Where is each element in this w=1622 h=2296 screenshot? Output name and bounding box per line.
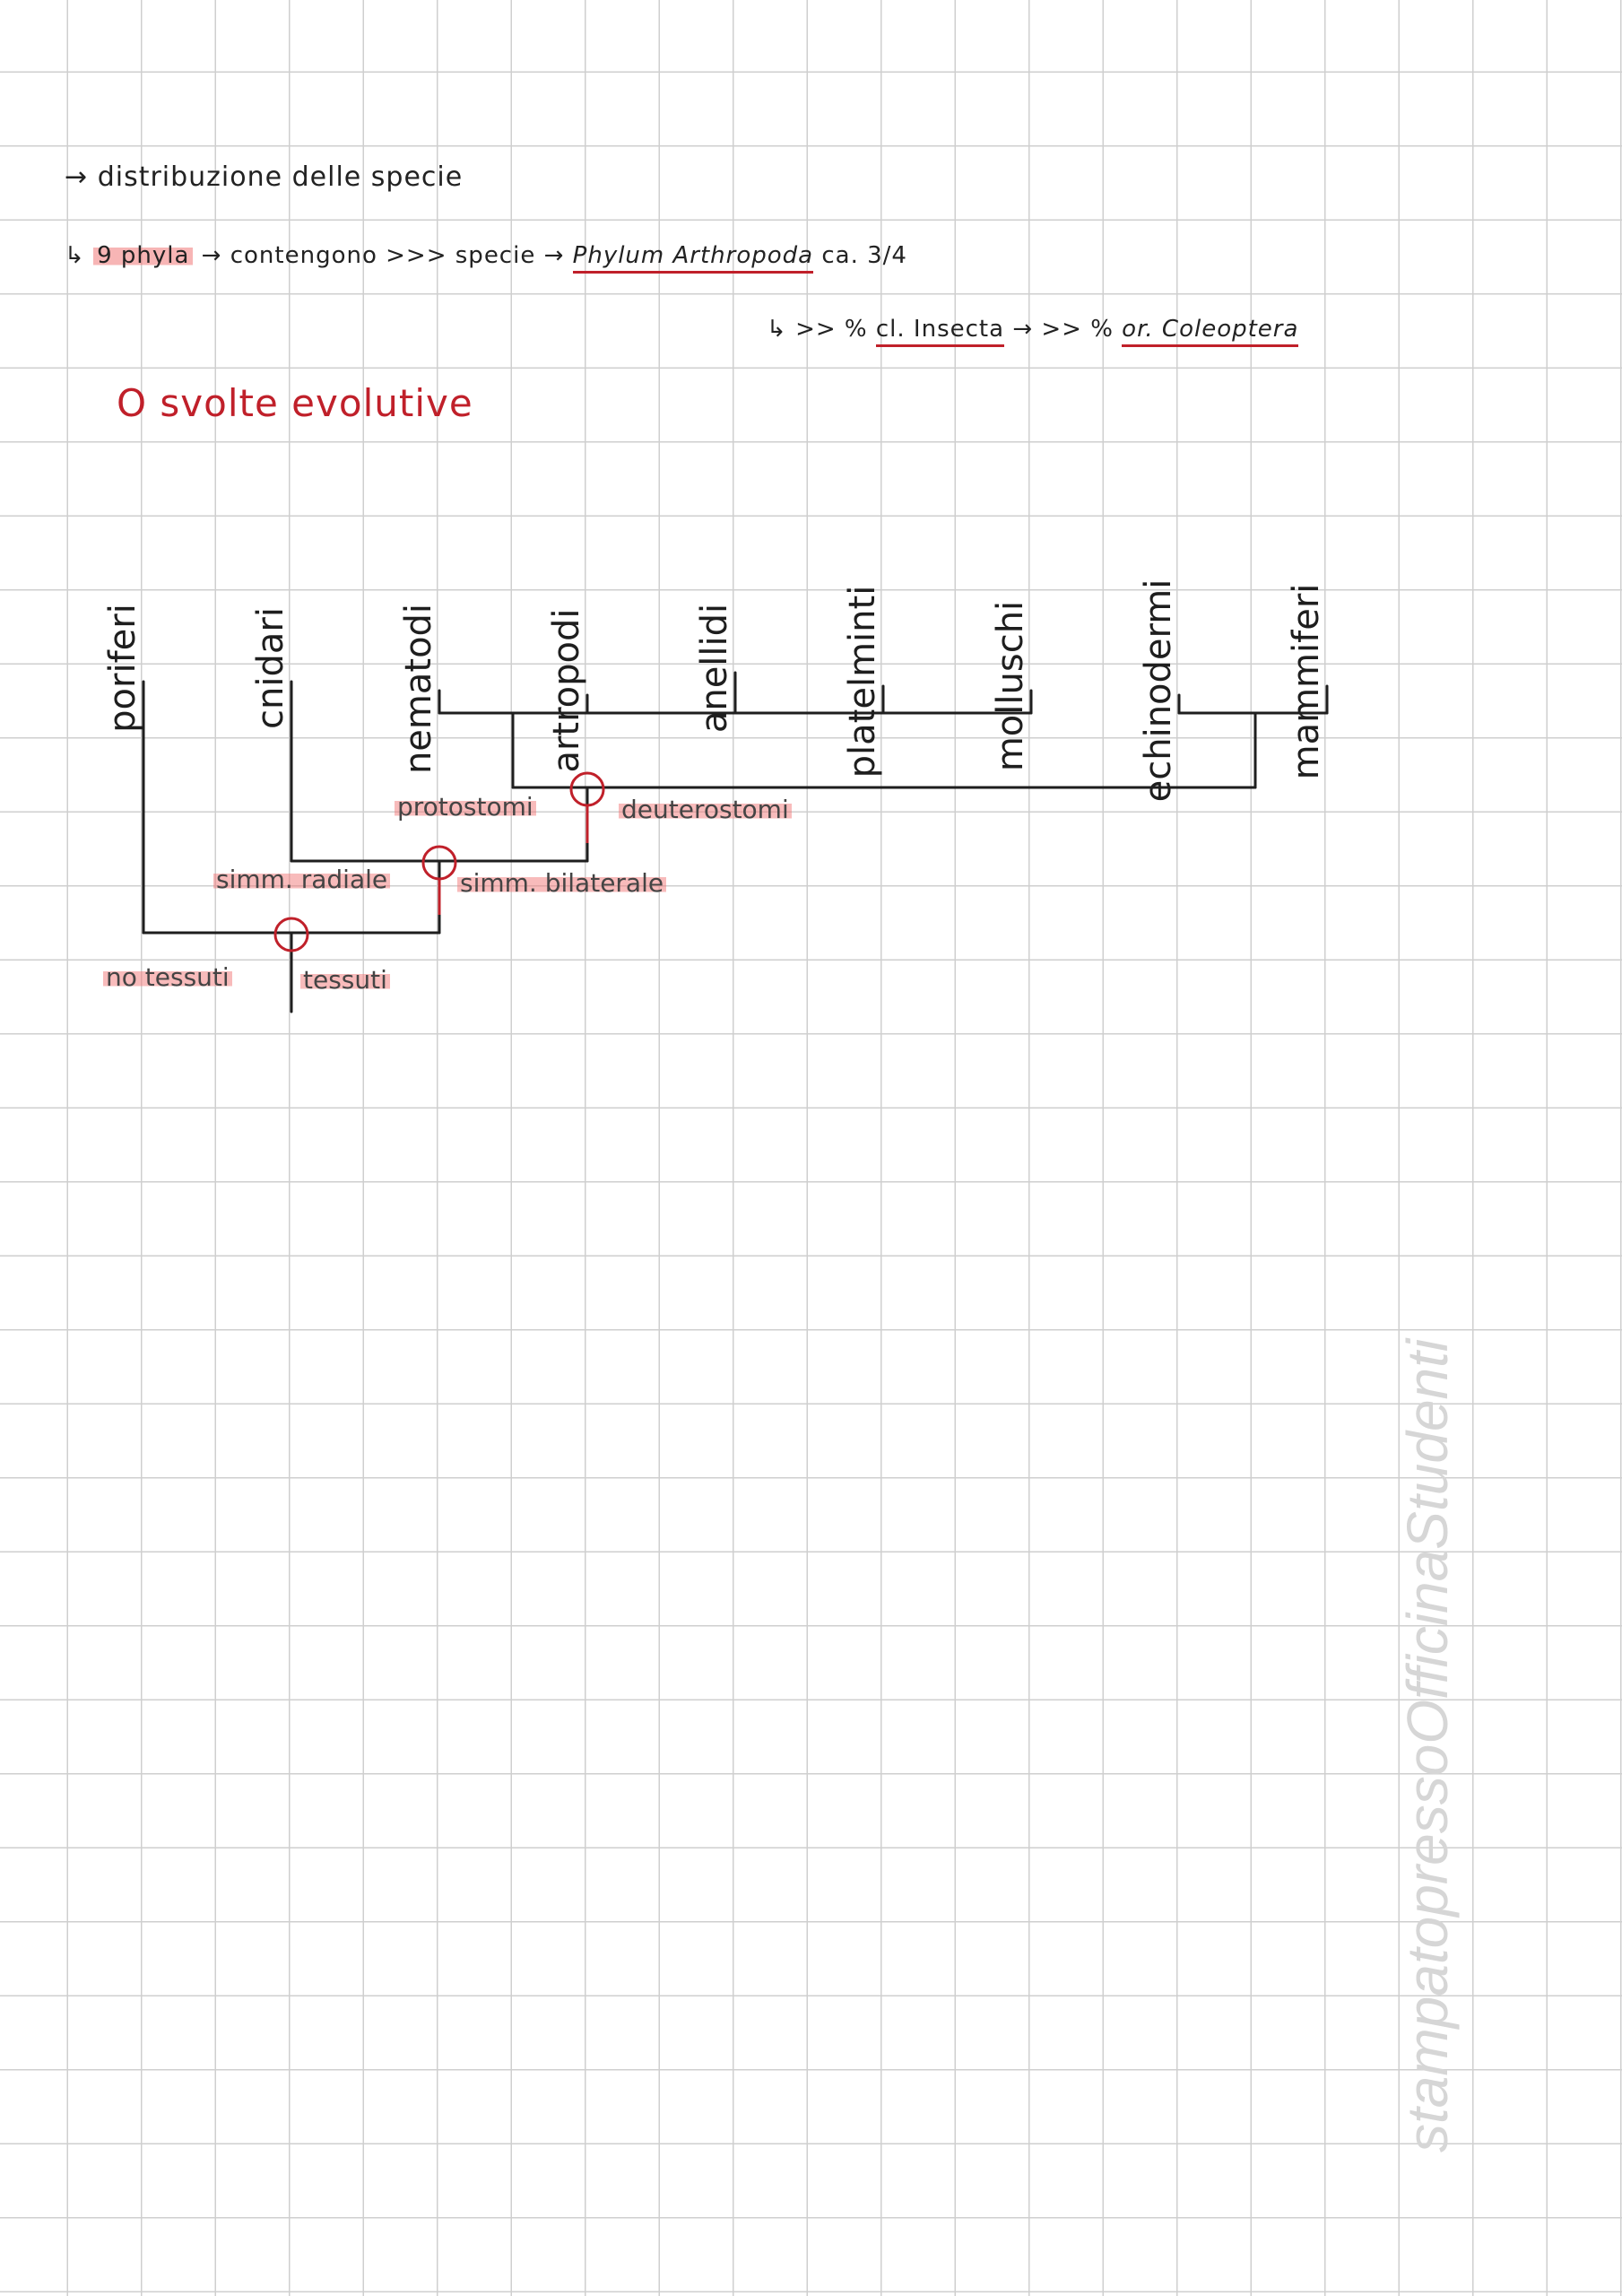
- taxon-echinodermi: echinodermi: [1138, 578, 1179, 803]
- circle-bullet-icon: O: [117, 381, 148, 425]
- class-insecta: cl. Insecta: [876, 316, 1004, 347]
- heading-text: svolte evolutive: [160, 381, 473, 425]
- taxon-anellidi: anellidi: [694, 603, 735, 734]
- taxon-artropodi: artropodi: [546, 608, 587, 773]
- watermark: stampatopressoOfficinaStudenti: [1395, 1338, 1460, 2152]
- taxon-nematodi: nematodi: [398, 603, 439, 775]
- arrow-icon: →: [201, 242, 222, 269]
- note-line-1-text: distribuzione delle specie: [97, 161, 464, 193]
- phylum-arthropoda: Phylum Arthropoda: [573, 242, 813, 274]
- taxon-molluschi: molluschi: [990, 600, 1031, 772]
- fraction-text: ca. 3/4: [821, 242, 907, 269]
- taxon-poriferi: poriferi: [102, 604, 143, 733]
- percent-text-2: → >> %: [1012, 316, 1114, 343]
- label-simm-radiale: simm. radiale: [213, 865, 390, 894]
- hook-arrow-icon: ↳: [65, 242, 85, 269]
- order-coleoptera: or. Coleoptera: [1122, 316, 1298, 347]
- label-protostomi: protostomi: [395, 792, 536, 822]
- arrow-icon: →: [543, 242, 565, 269]
- taxon-platelminti: platelminti: [842, 585, 883, 778]
- taxon-mammiferi: mammiferi: [1286, 583, 1327, 780]
- label-simm-bilaterale: simm. bilaterale: [457, 868, 666, 898]
- taxon-cnidari: cnidari: [250, 607, 291, 729]
- label-deuterostomi: deuterostomi: [619, 795, 792, 824]
- phyla-highlight: 9 phyla: [93, 242, 193, 269]
- arrow-icon: →: [65, 161, 89, 193]
- label-tessuti: tessuti: [300, 965, 390, 995]
- label-no-tessuti: no tessuti: [103, 962, 232, 992]
- species-text: contengono >>> specie: [230, 242, 536, 269]
- hook-arrow-icon: ↳: [767, 316, 787, 343]
- percent-text: >> %: [795, 316, 868, 343]
